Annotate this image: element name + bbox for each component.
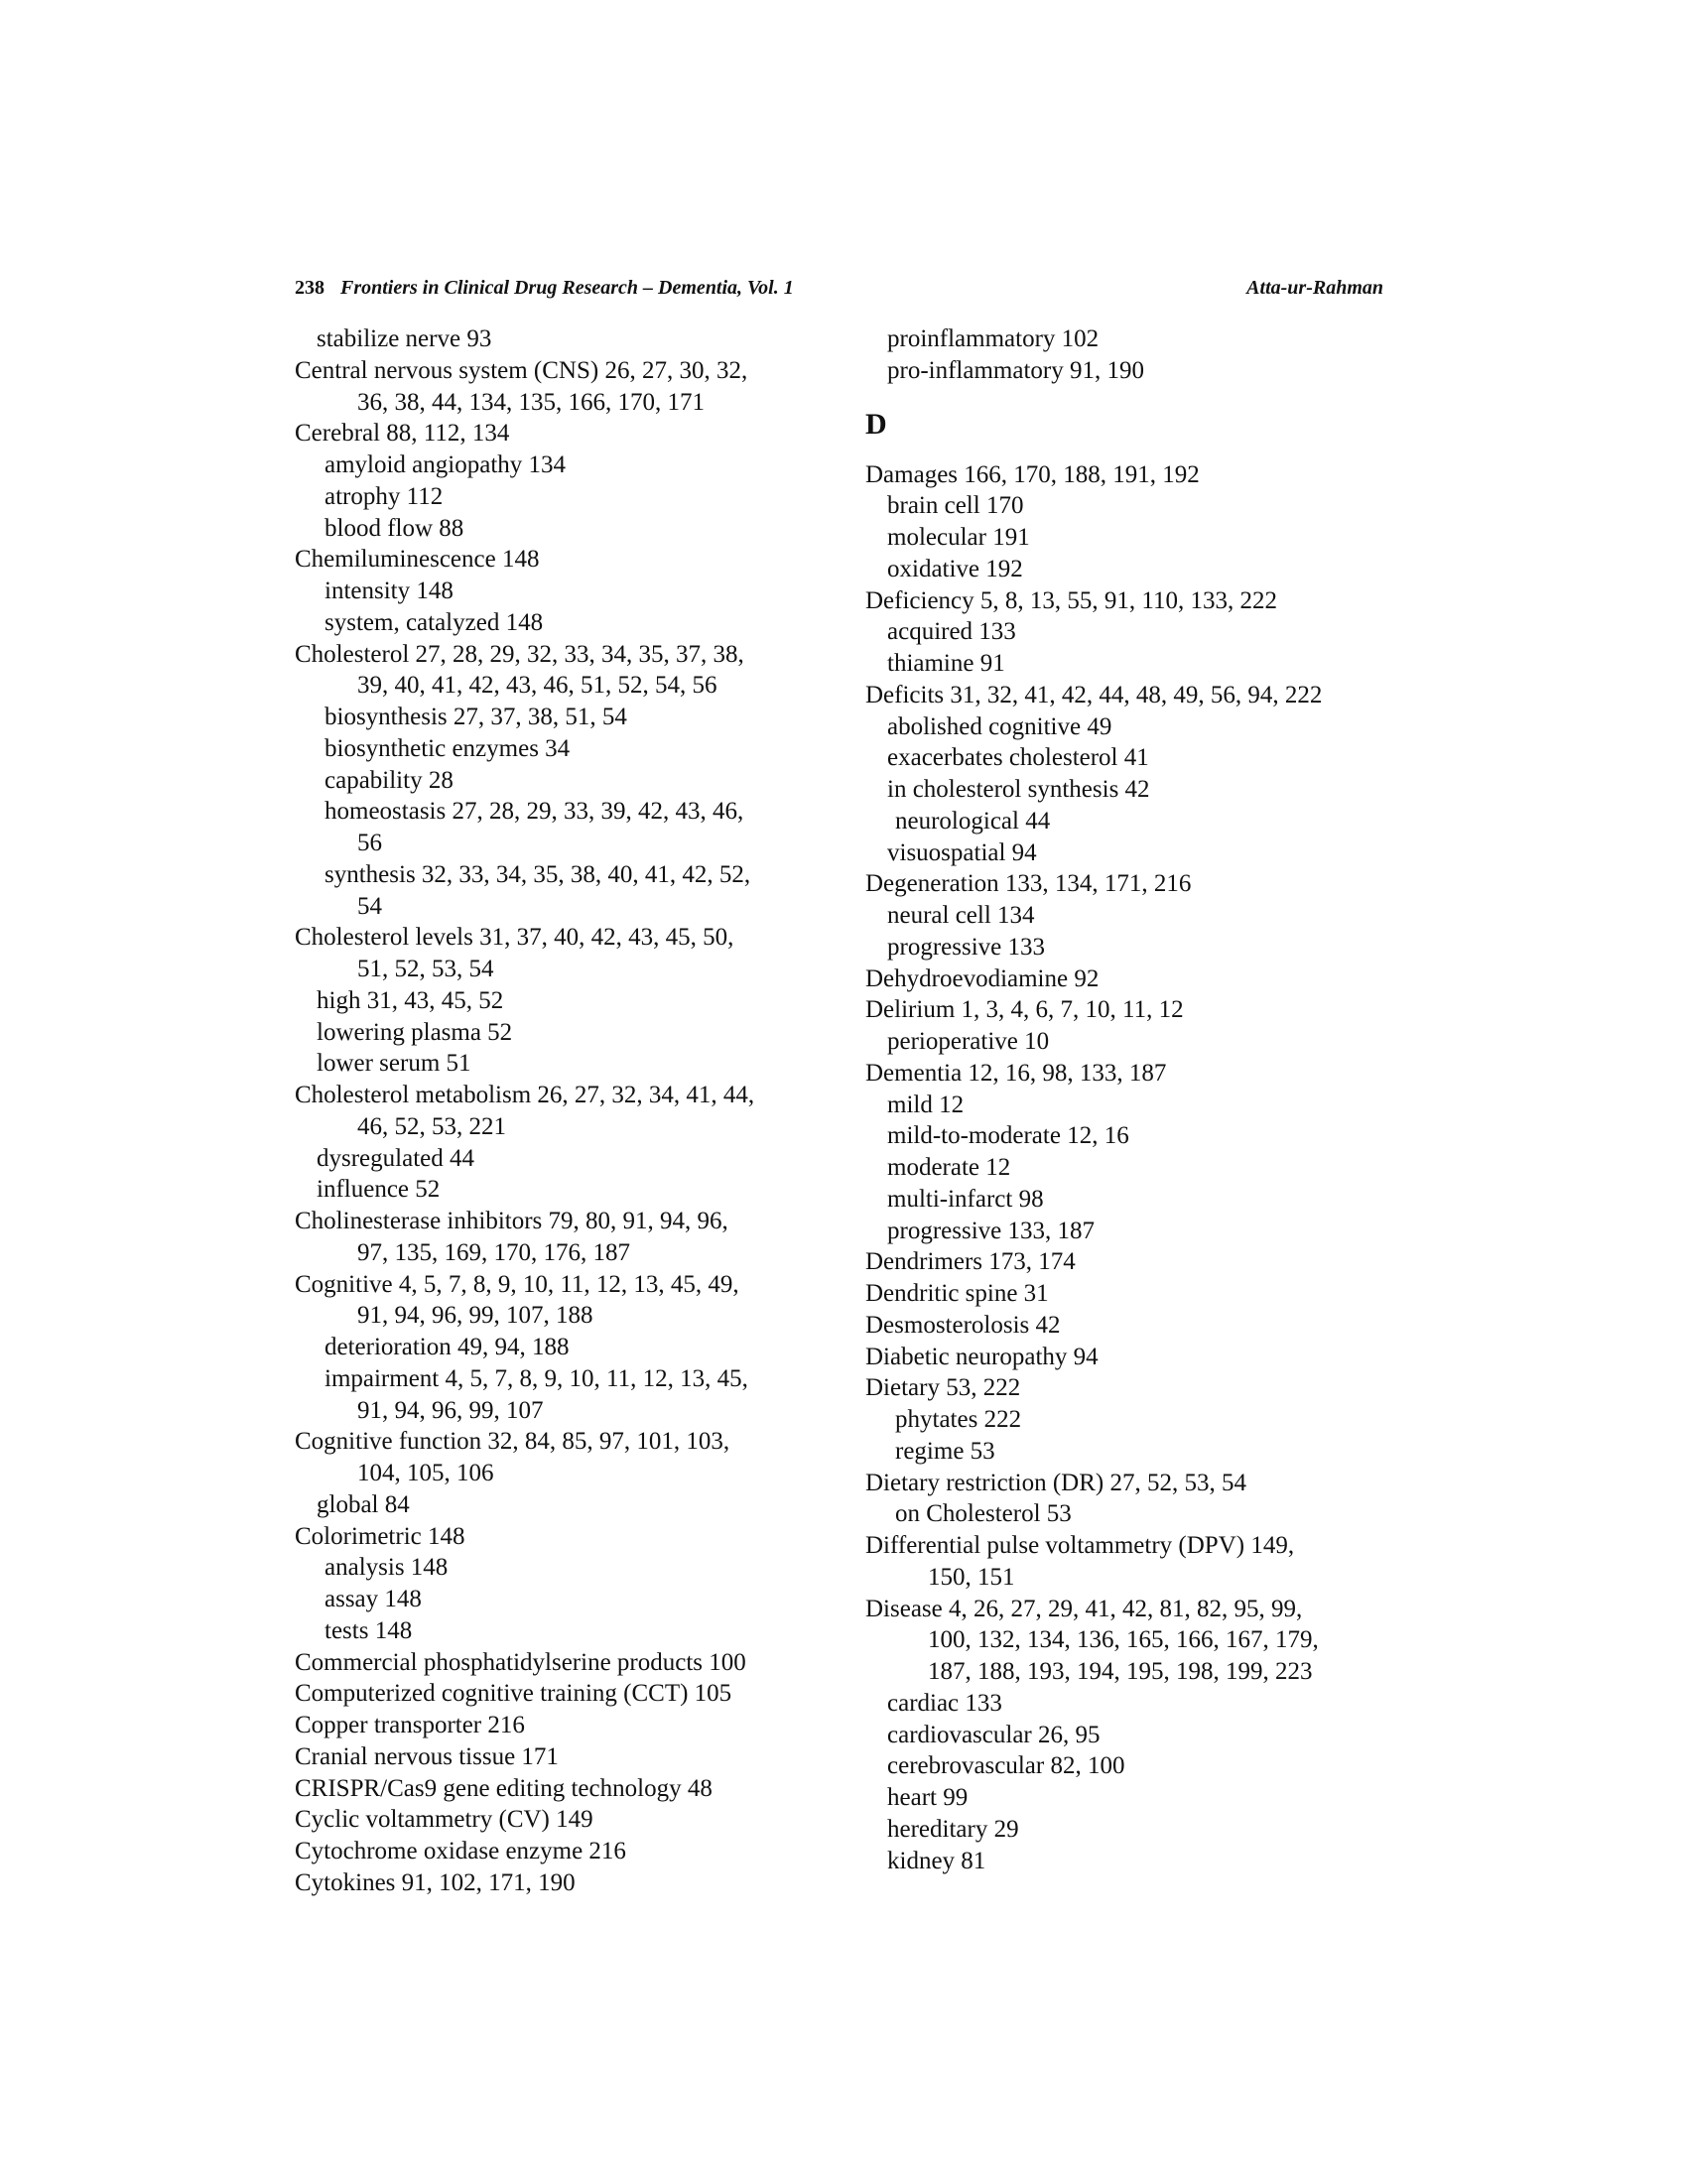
index-subentry: deterioration 49, 94, 188: [325, 1334, 570, 1360]
index-subentry: moderate 12: [887, 1154, 1011, 1181]
index-subentry-continued: 56: [357, 830, 382, 856]
index-entry: Cytokines 91, 102, 171, 190: [295, 1868, 576, 1896]
index-subentry-continued: 54: [357, 892, 382, 920]
index-subentry: biosynthetic enzymes 34: [325, 734, 571, 762]
journal-title: Frontiers in Clinical Drug Research – Dementia, Vol. 1: [340, 277, 794, 299]
index-subentry: abolished cognitive 49: [887, 712, 1112, 740]
page-number: 238: [295, 277, 325, 299]
index-subentry: analysis 148: [325, 1554, 449, 1582]
index-entry-continued: 91, 94, 96, 99, 107, 188: [357, 1302, 593, 1330]
index-entry-continued: 100, 132, 134, 136, 165, 166, 167, 179,: [928, 1626, 1319, 1654]
index-entry: Cranial nervous tissue 171: [295, 1742, 559, 1770]
index-entry: Dendritic spine 31: [865, 1280, 1049, 1307]
index-entry: Cognitive 4, 5, 7, 8, 9, 10, 11, 12, 13, 45, 49,: [295, 1270, 739, 1298]
index-entry: Deficiency 5, 8, 13, 55, 91, 110, 133, 222: [865, 586, 1277, 614]
index-entry-continued: 51, 52, 53, 54: [357, 956, 494, 982]
index-entry: Commercial phosphatidylserine products 100: [295, 1648, 746, 1676]
index-entry: Cytochrome oxidase enzyme 216: [295, 1838, 626, 1864]
author-name: Atta-ur-Rahman: [1246, 277, 1383, 299]
index-subentry: cerebrovascular 82, 100: [887, 1752, 1125, 1780]
index-entry: Delirium 1, 3, 4, 6, 7, 10, 11, 12: [865, 996, 1184, 1024]
index-subentry: system, catalyzed 148: [325, 608, 544, 636]
index-subentry: atrophy 112: [325, 482, 444, 510]
index-subentry: synthesis 32, 33, 34, 35, 38, 40, 41, 42, 52,: [325, 860, 751, 888]
index-subentry: exacerbates cholesterol 41: [887, 744, 1149, 772]
index-entry: Disease 4, 26, 27, 29, 41, 42, 81, 82, 95, 99,: [865, 1595, 1303, 1622]
index-subentry: acquired 133: [887, 618, 1016, 646]
index-entry-continued: 36, 38, 44, 134, 135, 166, 170, 171: [357, 388, 705, 416]
index-subentry: assay 148: [325, 1586, 422, 1612]
index-subentry: perioperative 10: [887, 1028, 1050, 1055]
index-entry: Cyclic voltammetry (CV) 149: [295, 1806, 593, 1834]
index-subentry-continued: 91, 94, 96, 99, 107: [357, 1396, 544, 1424]
index-subentry: oxidative 192: [887, 555, 1023, 582]
index-entry: Diabetic neuropathy 94: [865, 1343, 1099, 1370]
index-subentry: amyloid angiopathy 134: [325, 451, 567, 478]
index-entry: Chemiluminescence 148: [295, 546, 540, 574]
index-subentry: pro-inflammatory 91, 190: [887, 356, 1144, 384]
index-column-right: [865, 323, 1401, 1876]
index-entry: Deficits 31, 32, 41, 42, 44, 48, 49, 56, 94, 222: [865, 681, 1323, 708]
index-subentry: molecular 191: [887, 524, 1030, 551]
index-entry-continued: 39, 40, 41, 42, 43, 46, 51, 52, 54, 56: [357, 672, 717, 700]
index-subentry: proinflammatory 102: [887, 325, 1100, 352]
index-subentry: dysregulated 44: [317, 1144, 474, 1172]
index-subentry: tests 148: [325, 1616, 413, 1644]
index-column-left: [295, 323, 831, 1899]
index-entry-continued: 46, 52, 53, 221: [357, 1112, 506, 1140]
index-entry: Copper transporter 216: [295, 1712, 525, 1738]
index-subentry: mild 12: [887, 1091, 965, 1118]
index-subentry: global 84: [317, 1490, 410, 1518]
index-subentry: kidney 81: [887, 1847, 986, 1874]
index-subentry: biosynthesis 27, 37, 38, 51, 54: [325, 704, 627, 730]
index-entry: Cholesterol 27, 28, 29, 32, 33, 34, 35, 37, 38,: [295, 640, 744, 668]
index-subentry: influence 52: [317, 1176, 441, 1204]
index-subentry: progressive 133: [887, 933, 1045, 961]
index-subentry: lowering plasma 52: [317, 1018, 513, 1046]
index-subentry: hereditary 29: [887, 1815, 1019, 1843]
index-entry: Dietary 53, 222: [865, 1374, 1021, 1402]
index-entry: Dietary restriction (DR) 27, 52, 53, 54: [865, 1469, 1246, 1496]
index-subentry: high 31, 43, 45, 52: [317, 986, 504, 1014]
index-entry: Desmosterolosis 42: [865, 1311, 1061, 1339]
index-subentry: phytates 222: [895, 1406, 1022, 1433]
index-entry: Damages 166, 170, 188, 191, 192: [865, 460, 1200, 488]
index-subentry: mild-to-moderate 12, 16: [887, 1122, 1129, 1150]
index-entry: Cholesterol metabolism 26, 27, 32, 34, 41, 44,: [295, 1082, 755, 1108]
index-subentry: capability 28: [325, 766, 454, 794]
index-entry: Colorimetric 148: [295, 1522, 465, 1550]
index-entry: Dementia 12, 16, 98, 133, 187: [865, 1059, 1167, 1087]
index-subentry: in cholesterol synthesis 42: [887, 776, 1150, 803]
index-subentry: cardiovascular 26, 95: [887, 1721, 1101, 1748]
index-entry-continued: 187, 188, 193, 194, 195, 198, 199, 223: [928, 1658, 1313, 1685]
index-subentry: progressive 133, 187: [887, 1217, 1095, 1244]
index-subentry: thiamine 91: [887, 650, 1005, 677]
index-subentry: lower serum 51: [317, 1050, 471, 1078]
index-entry: Differential pulse voltammetry (DPV) 149,: [865, 1532, 1295, 1559]
index-subentry: impairment 4, 5, 7, 8, 9, 10, 11, 12, 13, 45,: [325, 1364, 748, 1392]
index-subentry: cardiac 133: [887, 1689, 1002, 1717]
index-subentry: homeostasis 27, 28, 29, 33, 39, 42, 43, 46,: [325, 798, 744, 826]
index-entry: Cholinesterase inhibitors 79, 80, 91, 94, 96,: [295, 1208, 728, 1234]
index-entry: Central nervous system (CNS) 26, 27, 30, 32,: [295, 356, 748, 384]
index-subentry: multi-infarct 98: [887, 1185, 1044, 1213]
index-subentry: brain cell 170: [887, 492, 1024, 520]
section-letter-heading: D: [865, 407, 887, 441]
index-entry: Dendrimers 173, 174: [865, 1248, 1076, 1276]
index-entry: Computerized cognitive training (CCT) 105: [295, 1680, 732, 1708]
index-entry: stabilize nerve 93: [317, 325, 492, 352]
index-entry: Cerebral 88, 112, 134: [295, 420, 510, 448]
index-entry: Degeneration 133, 134, 171, 216: [865, 870, 1192, 898]
index-entry: Cholesterol levels 31, 37, 40, 42, 43, 45, 50,: [295, 924, 734, 952]
index-subentry: visuospatial 94: [887, 838, 1037, 866]
index-entry-continued: 150, 151: [928, 1563, 1015, 1591]
index-entry-continued: 104, 105, 106: [357, 1460, 494, 1486]
index-subentry: neurological 44: [895, 807, 1051, 835]
index-subentry: blood flow 88: [325, 514, 464, 542]
index-entry: Dehydroevodiamine 92: [865, 964, 1100, 992]
index-entry: CRISPR/Cas9 gene editing technology 48: [295, 1774, 713, 1802]
index-subentry: neural cell 134: [887, 902, 1035, 929]
running-header: [295, 270, 1383, 306]
index-subentry: on Cholesterol 53: [895, 1500, 1072, 1528]
index-subentry: heart 99: [887, 1784, 969, 1811]
index-subentry: intensity 148: [325, 578, 454, 604]
index-subentry: regime 53: [895, 1437, 995, 1465]
index-entry: Cognitive function 32, 84, 85, 97, 101, 103,: [295, 1428, 730, 1456]
index-entry-continued: 97, 135, 169, 170, 176, 187: [357, 1238, 630, 1266]
